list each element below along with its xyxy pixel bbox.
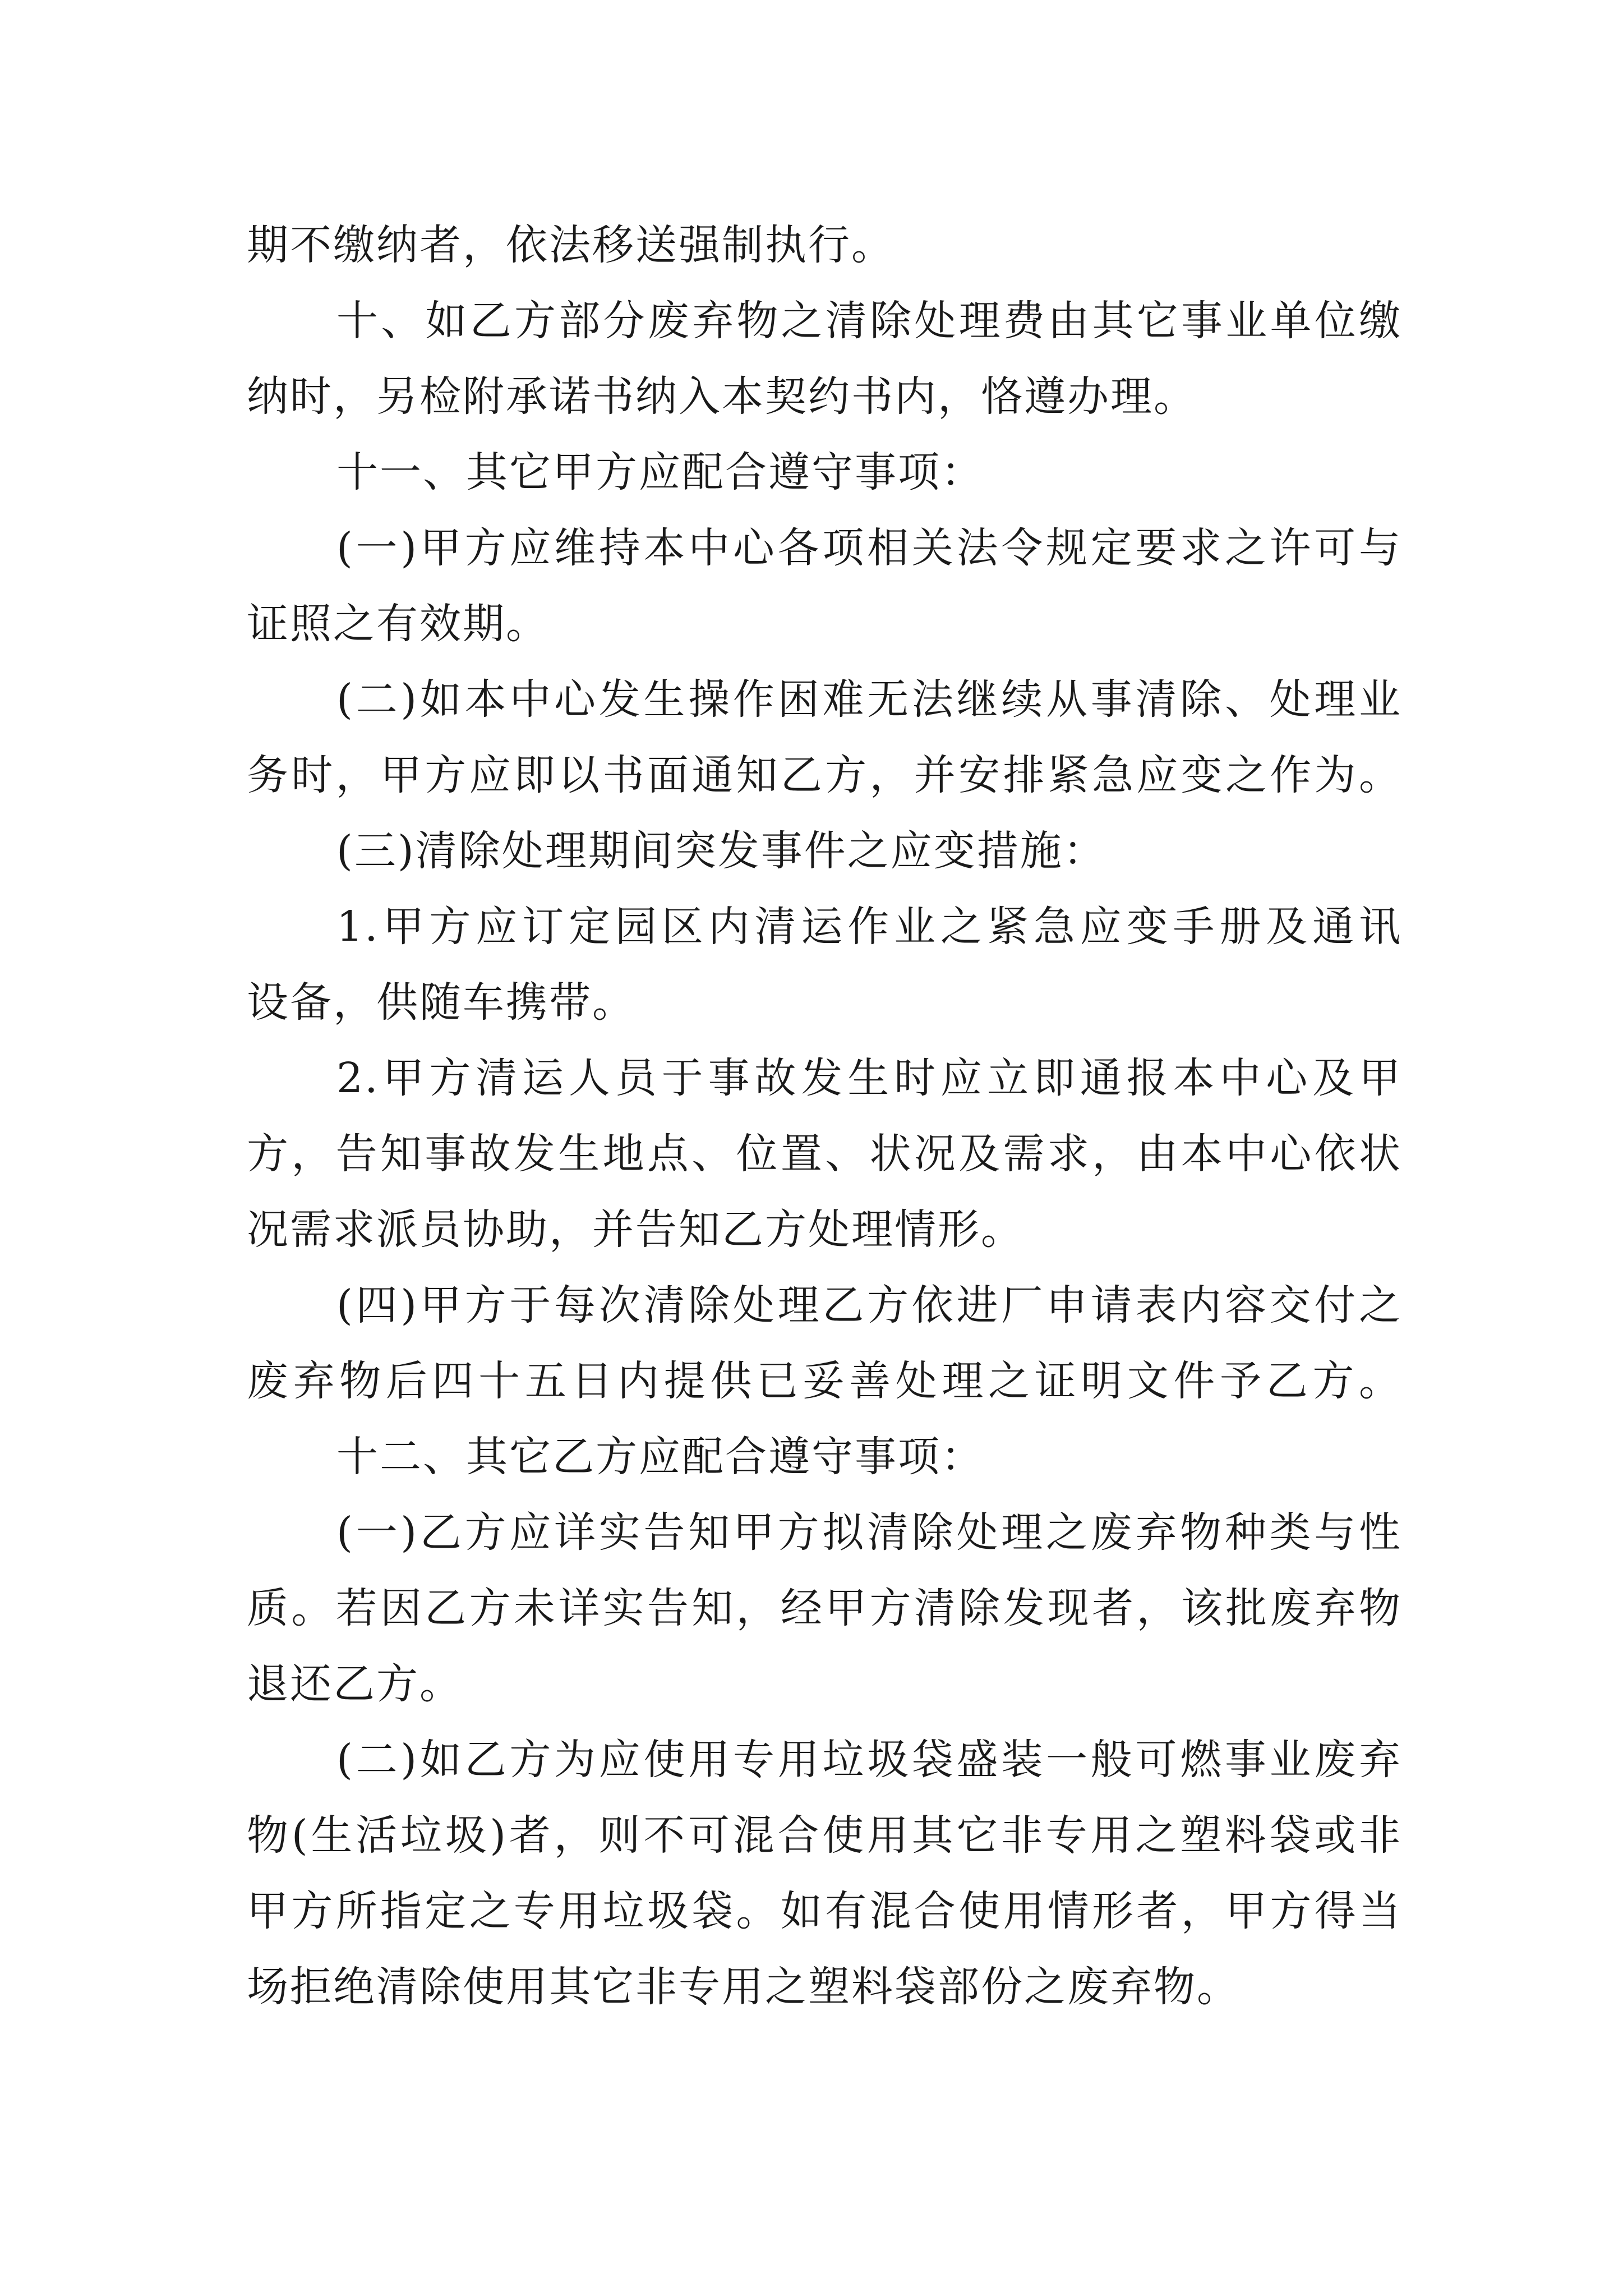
text-line: 况需求派员协助，并告知乙方处理情形。 xyxy=(247,1205,1024,1254)
text-line: 证照之有效期。 xyxy=(247,600,549,648)
text-line: 物(生活垃圾)者，则不可混合使用其它非专用之塑料袋或非 xyxy=(247,1811,1402,1860)
text-line: 期不缴纳者，依法移送强制执行。 xyxy=(247,221,895,269)
text-line: (二)如本中心发生操作困难无法继续从事清除、处理业 xyxy=(336,675,1402,724)
text-line: (一)乙方应详实告知甲方拟清除处理之废弃物种类与性 xyxy=(336,1508,1402,1557)
text-line: 纳时，另检附承诺书纳入本契约书内，恪遵办理。 xyxy=(247,372,1197,421)
text-line: 废弃物后四十五日内提供已妥善处理之证明文件予乙方。 xyxy=(247,1357,1402,1405)
text-line: 务时，甲方应即以书面通知乙方，并安排紧急应变之作为。 xyxy=(247,751,1402,799)
text-line: 方，告知事故发生地点、位置、状况及需求，由本中心依状 xyxy=(247,1130,1402,1178)
text-line: (四)甲方于每次清除处理乙方依进厂申请表内容交付之 xyxy=(336,1281,1402,1329)
text-line: 十、如乙方部分废弃物之清除处理费由其它事业单位缴 xyxy=(336,297,1402,345)
text-line: 十一、其它甲方应配合遵守事项： xyxy=(336,448,984,496)
text-line: 场拒绝清除使用其它非专用之塑料袋部份之废弃物。 xyxy=(247,1963,1240,2011)
text-line: 质。若因乙方未详实告知，经甲方清除发现者，该批废弃物 xyxy=(247,1584,1402,1632)
text-line: (三)清除处理期间突发事件之应变措施： xyxy=(336,827,1106,875)
text-line: 退还乙方。 xyxy=(247,1660,463,1708)
text-line: 设备，供随车携带。 xyxy=(247,978,635,1027)
text-line: (一)甲方应维持本中心各项相关法令规定要求之许可与 xyxy=(336,524,1402,572)
text-line: 2.甲方清运人员于事故发生时应立即通报本中心及甲 xyxy=(336,1054,1402,1102)
text-line: 十二、其它乙方应配合遵守事项： xyxy=(336,1433,984,1481)
document-body xyxy=(247,208,1402,2025)
text-line: (二)如乙方为应使用专用垃圾袋盛装一般可燃事业废弃 xyxy=(336,1736,1402,1784)
text-line: 1.甲方应订定园区内清运作业之紧急应变手册及通讯 xyxy=(336,903,1402,951)
text-line: 甲方所指定之专用垃圾袋。如有混合使用情形者，甲方得当 xyxy=(247,1887,1402,1935)
